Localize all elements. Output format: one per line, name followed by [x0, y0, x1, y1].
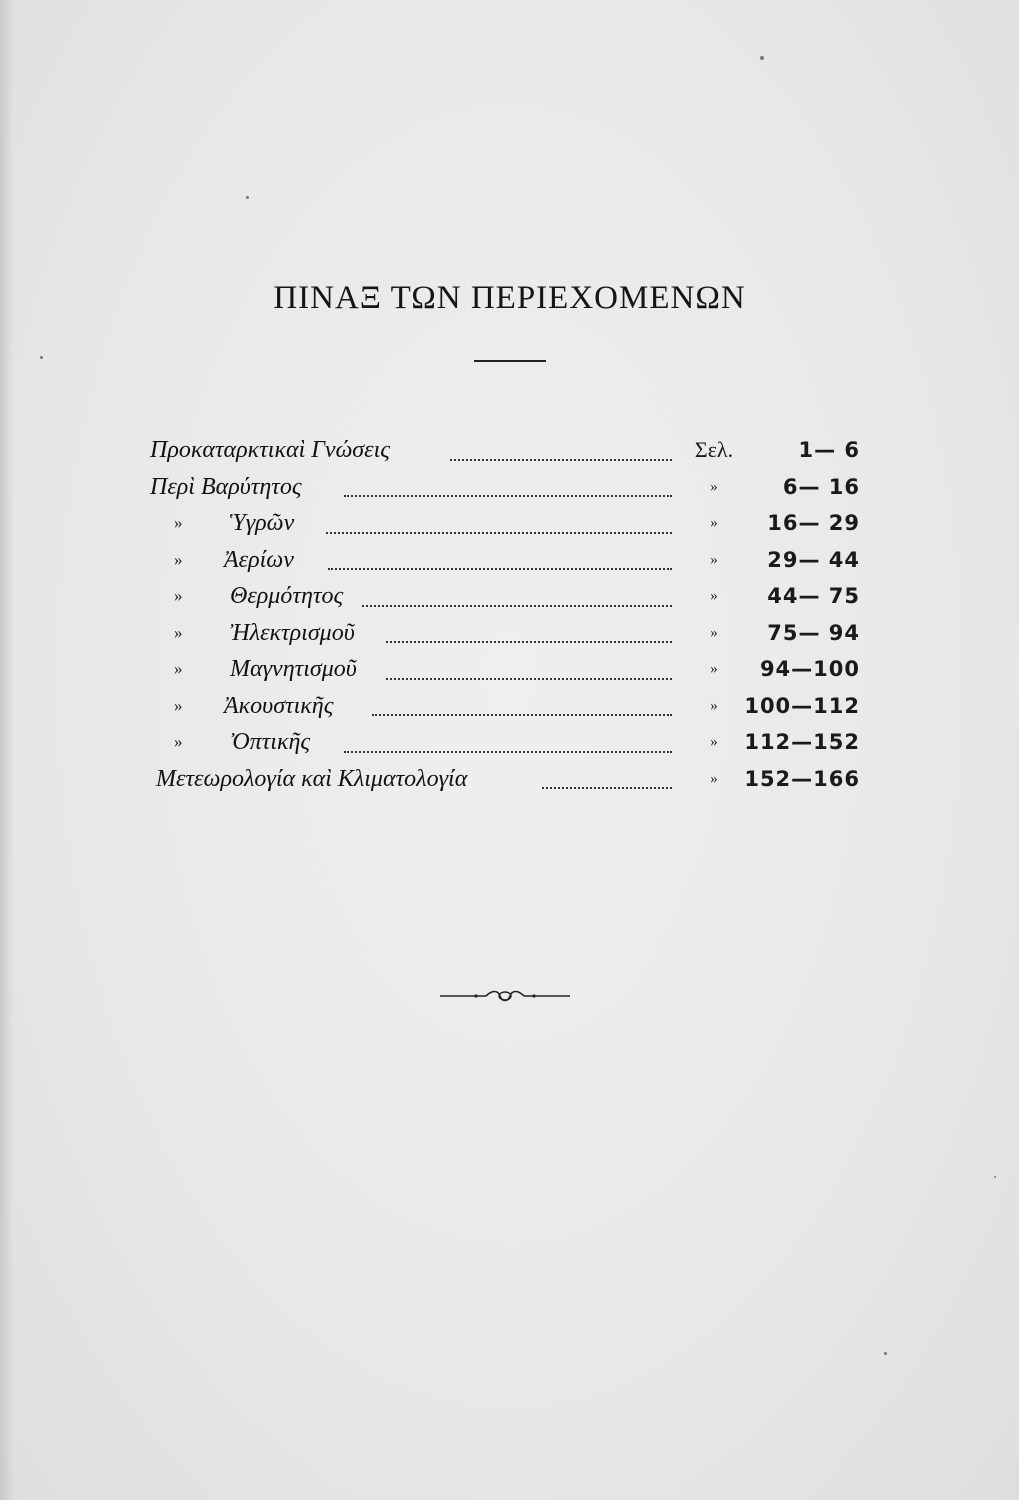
ditto-mark: »: [174, 732, 183, 751]
entry-pages: 29— 44: [767, 547, 860, 572]
entry-pages: 75— 94: [767, 620, 860, 645]
ditto-mark: »: [174, 513, 183, 532]
entry-ditto-mark: »: [710, 624, 718, 641]
entry-pages: 44— 75: [767, 584, 860, 608]
entry-title: Περὶ Βαρύτητος: [150, 473, 302, 500]
paper-speck: [884, 1352, 887, 1355]
dot-leader: [326, 495, 672, 534]
ditto-mark: »: [174, 622, 183, 642]
title-rule: [474, 360, 546, 362]
spine-shadow: [0, 0, 14, 1500]
entry-pages: 152—166: [744, 766, 860, 791]
entry-ditto-mark: »: [710, 515, 718, 531]
entry-title: Ὑγρῶν: [230, 510, 295, 536]
dot-leader: [450, 422, 672, 461]
table-of-contents: [150, 432, 860, 797]
entry-pages: 6— 16: [782, 474, 860, 499]
entry-title: Προκαταρκτικαὶ Γνώσεις: [150, 437, 390, 463]
dot-leader: [372, 678, 672, 717]
entry-ditto-mark: »: [710, 588, 718, 604]
entry-ditto-mark: »: [710, 478, 718, 495]
dot-leader: [362, 568, 672, 607]
entry-pages: 94—100: [759, 657, 860, 681]
entry-ditto-mark: »: [710, 770, 718, 787]
entry-title: Θερμότητος: [230, 583, 344, 609]
toc-entry: [150, 724, 860, 761]
toc-entry: [150, 761, 860, 798]
entry-title: Ἀερίων: [224, 546, 294, 573]
ditto-mark: »: [174, 659, 183, 678]
entry-pages: 100—112: [744, 693, 860, 718]
ditto-mark: »: [174, 695, 183, 715]
entry-pages: 16— 29: [767, 511, 860, 535]
entry-title: Ὀπτικῆς: [230, 729, 311, 755]
entry-ditto-mark: »: [710, 661, 718, 677]
dot-leader: [386, 605, 672, 644]
dot-leader: [542, 751, 672, 790]
paper-speck: [760, 56, 764, 60]
entry-ditto-mark: »: [710, 734, 718, 750]
page-title: ΠΙΝΑΞ ΤΩΝ ΠΕΡΙΕΧΟΜΕΝΩΝ: [273, 280, 746, 316]
entry-title: Ἠλεκτρισμοῦ: [230, 619, 355, 646]
entry-pages: 1— 6: [798, 438, 860, 462]
entry-title: Ἀκουστικῆς: [224, 692, 334, 719]
entry-page-label: Σελ.: [694, 437, 734, 462]
entry-ditto-mark: »: [710, 697, 718, 714]
dot-leader: [328, 532, 672, 571]
dot-leader: [344, 714, 672, 753]
entry-ditto-mark: »: [710, 551, 718, 568]
dot-leader: [386, 641, 672, 680]
dot-leader: [344, 459, 672, 498]
entry-title: Μετεωρολογία καὶ Κλιματολογία: [156, 765, 468, 792]
ditto-mark: »: [174, 586, 183, 605]
paper-speck: [994, 1176, 996, 1178]
paper-speck: [40, 356, 43, 359]
ditto-mark: »: [174, 549, 183, 569]
entry-pages: 112—152: [744, 730, 860, 754]
paper-speck: [246, 196, 249, 199]
entry-title: Μαγνητισμοῦ: [230, 656, 357, 682]
flourish-ornament-icon: [438, 986, 572, 1006]
